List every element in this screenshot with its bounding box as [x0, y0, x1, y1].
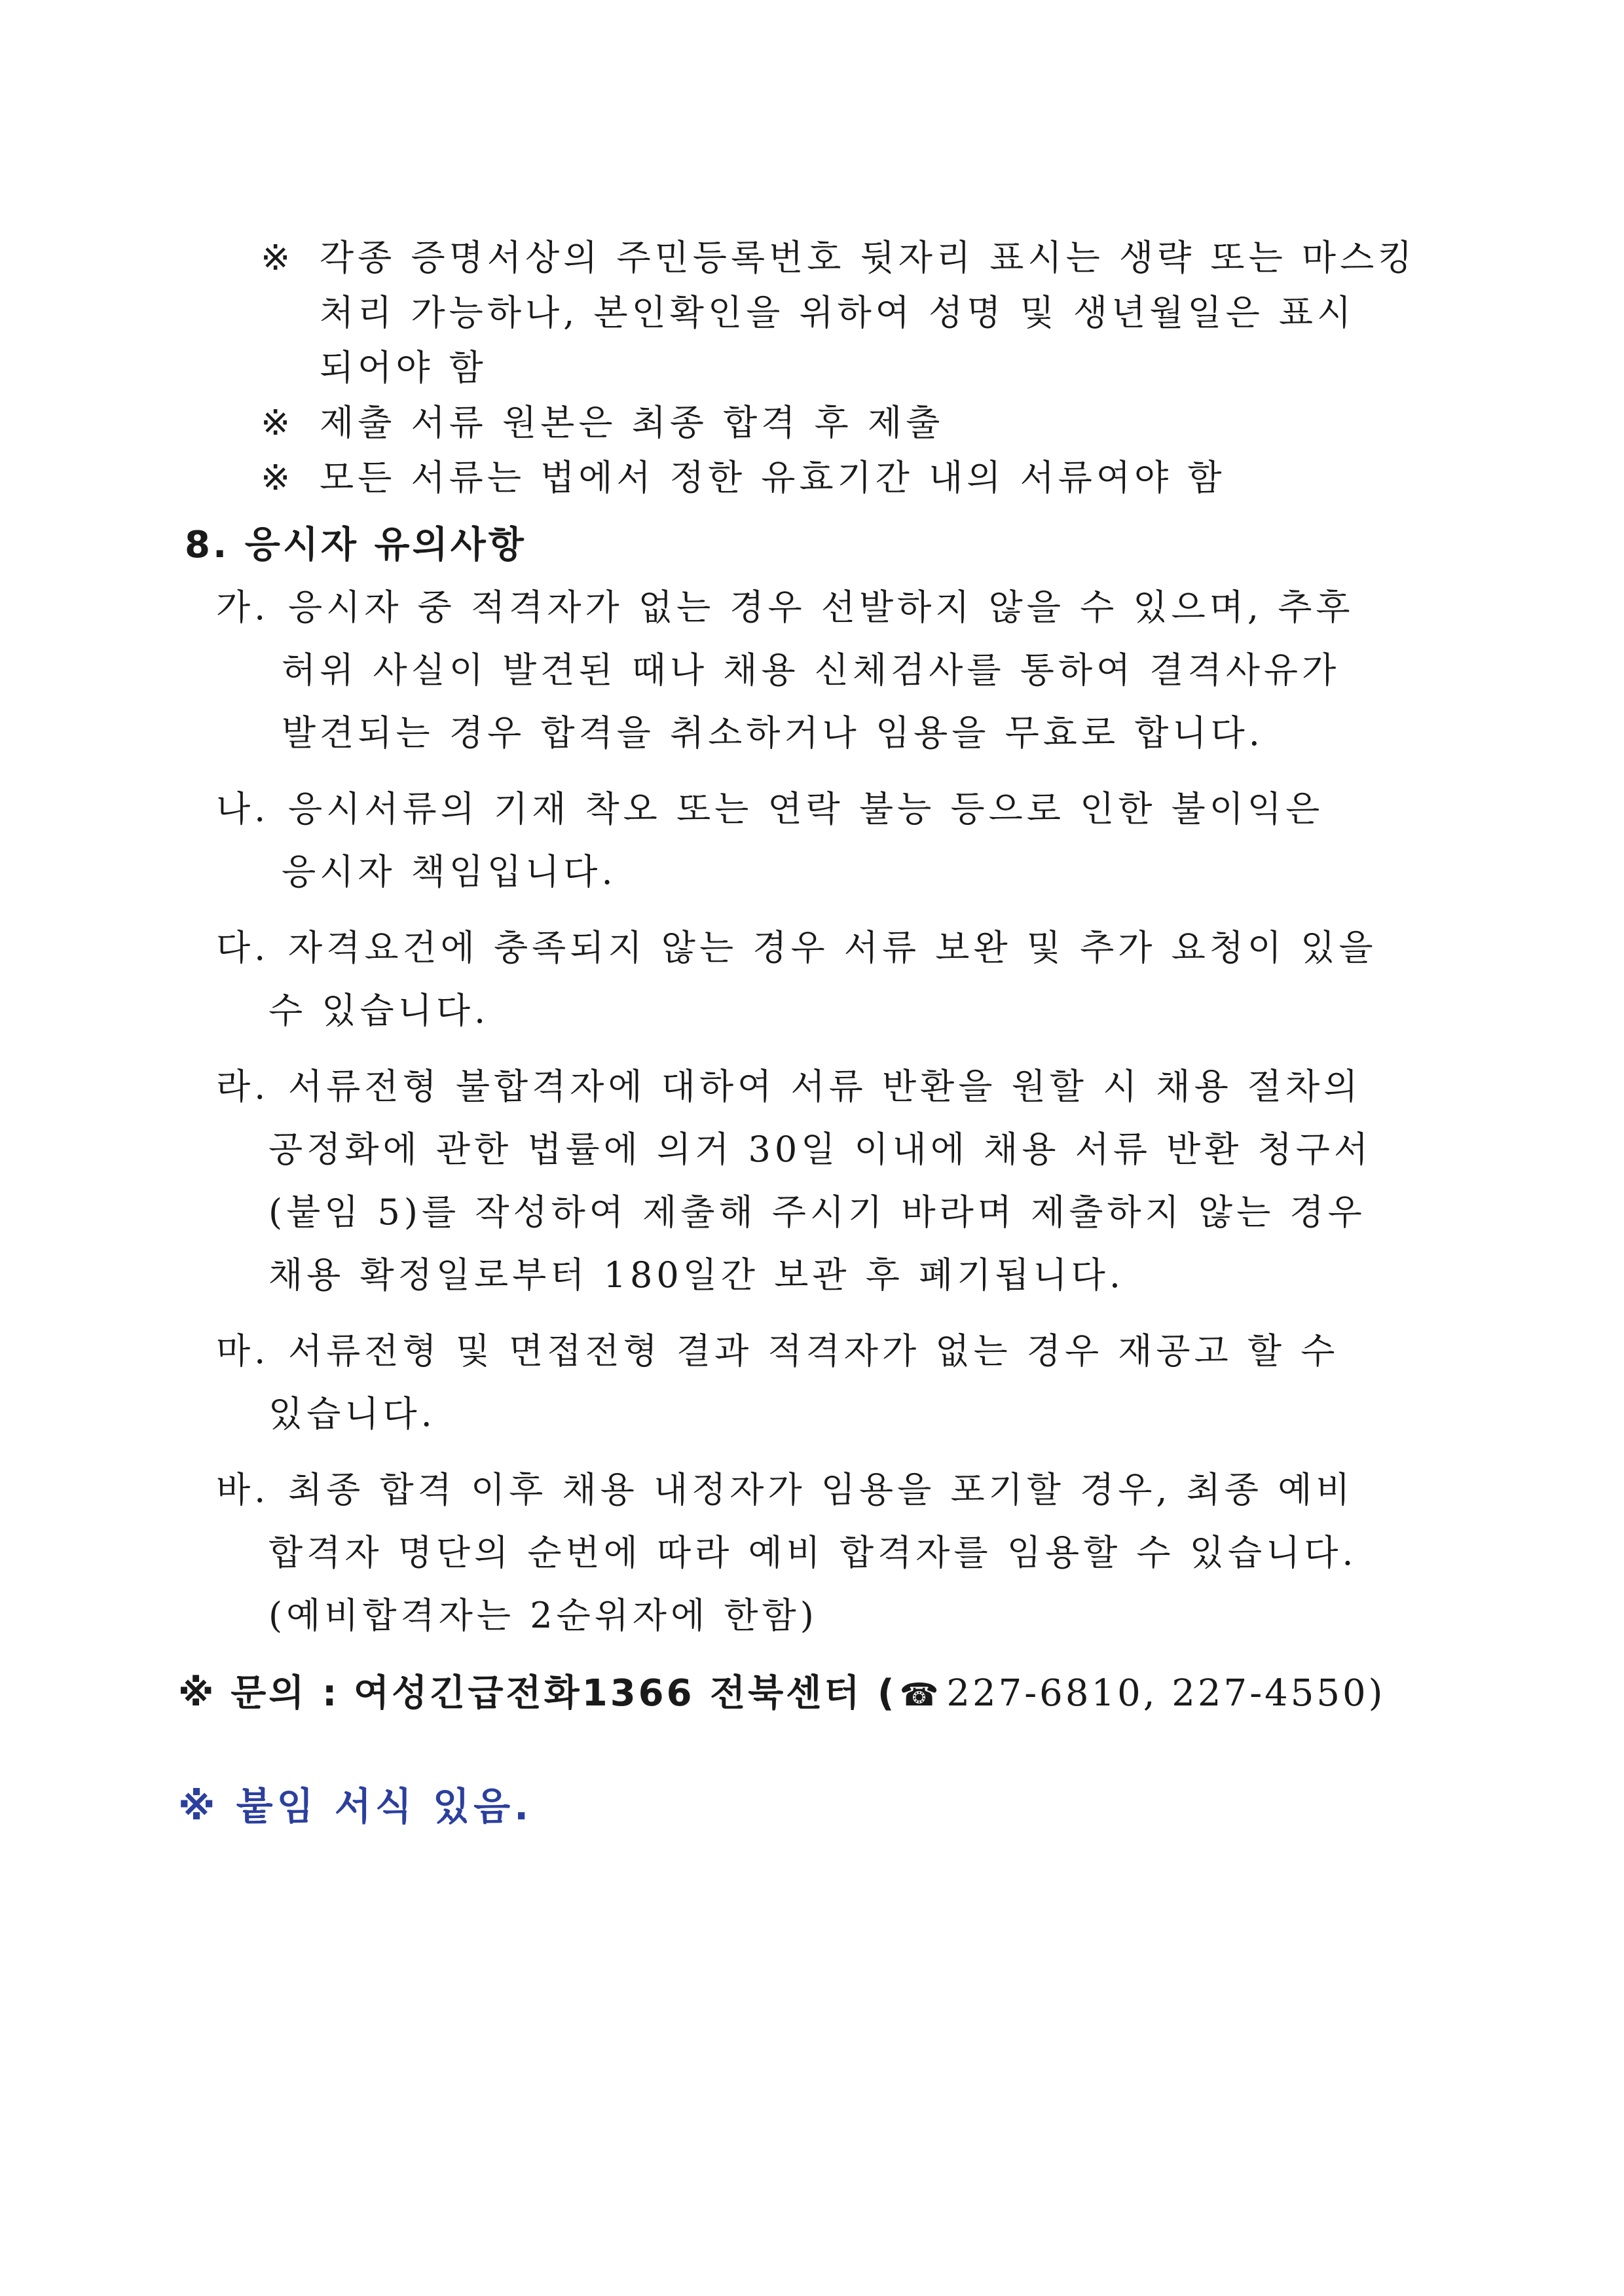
- telephone-icon: ☎: [899, 1677, 942, 1713]
- reference-mark-icon: ※: [261, 402, 295, 443]
- contact-organization: 여성긴급전화1366 전북센터 (: [354, 1672, 897, 1715]
- item-line: 발견되는 경우 합격을 취소하거나 임용을 무효로 합니다.: [282, 712, 1264, 754]
- note-item: [261, 230, 1452, 395]
- list-item: [216, 576, 1460, 765]
- reference-mark-icon: ※: [178, 1672, 217, 1715]
- item-line: 공정화에 관한 법률에 의거 30일 이내에 채용 서류 반환 청구서: [268, 1129, 1373, 1170]
- item-label: 마.: [216, 1330, 270, 1372]
- item-label: 다.: [216, 927, 270, 968]
- notes-block: [261, 230, 1452, 505]
- item-line: 응시자 중 적격자가 없는 경우 선발하지 않을 수 있으며, 추후: [288, 587, 1354, 628]
- item-line: 서류전형 및 면접전형 결과 적격자가 없는 경우 재공고 할 수: [288, 1330, 1339, 1372]
- note-line: 되어야 함: [320, 347, 487, 388]
- item-line: 응시자 책임입니다.: [282, 851, 617, 892]
- item-line: 응시서류의 기재 착오 또는 연락 불능 등으로 인한 불이익은: [288, 788, 1324, 829]
- list-item: [216, 1320, 1460, 1446]
- note-line: 처리 가능하나, 본인확인을 위하여 성명 및 생년월일은 표시: [320, 292, 1356, 333]
- item-label: 가.: [216, 587, 270, 628]
- item-line: 수 있습니다.: [268, 990, 490, 1031]
- list-item: [216, 1459, 1460, 1647]
- reference-mark-icon: ※: [261, 237, 295, 278]
- item-line: (예비합격자는 2순위자에 한함): [268, 1595, 818, 1636]
- item-line: 허위 사실이 발견된 때나 채용 신체검사를 통하여 결격사유가: [282, 649, 1340, 691]
- item-line: 합격자 명단의 순번에 따라 예비 합격자를 임용할 수 있습니다.: [268, 1532, 1357, 1573]
- contact-info: [178, 1664, 1385, 1717]
- contact-label: 문의 :: [231, 1672, 340, 1715]
- reference-mark-icon: ※: [261, 457, 295, 498]
- item-label: 라.: [216, 1066, 270, 1107]
- list-item: [216, 917, 1460, 1042]
- note-line: 각종 증명서상의 주민등록번호 뒷자리 표시는 생략 또는 마스킹: [320, 237, 1416, 278]
- item-line: 자격요건에 충족되지 않는 경우 서류 보완 및 추가 요청이 있을: [288, 927, 1377, 968]
- note-line: 모든 서류는 법에서 정한 유효기간 내의 서류여야 함: [320, 457, 1226, 498]
- item-line: 최종 합격 이후 채용 내정자가 임용을 포기할 경우, 최종 예비: [288, 1469, 1354, 1510]
- item-line: 채용 확정일로부터 180일간 보관 후 폐기됩니다.: [268, 1254, 1125, 1296]
- item-line: 서류전형 불합격자에 대하여 서류 반환을 원할 시 채용 절차의: [288, 1066, 1362, 1107]
- item-line: 있습니다.: [268, 1393, 436, 1434]
- item-label: 나.: [216, 788, 270, 829]
- item-label: 바.: [216, 1469, 270, 1510]
- note-line: 제출 서류 원본은 최종 합격 후 제출: [320, 402, 944, 443]
- precautions-list: [216, 576, 1460, 1660]
- item-line: (붙임 5)를 작성하여 제출해 주시기 바라며 제출하지 않는 경우: [268, 1192, 1366, 1233]
- contact-phone-numbers: 227-6810, 227-4550): [946, 1672, 1386, 1715]
- list-item: [216, 778, 1460, 903]
- note-item: [261, 395, 1452, 450]
- attachment-note: ※ 붙임 서식 있음.: [178, 1784, 533, 1829]
- section-heading: 8. 응시자 유의사항: [185, 524, 526, 566]
- note-item: [261, 450, 1452, 505]
- list-item: [216, 1055, 1460, 1307]
